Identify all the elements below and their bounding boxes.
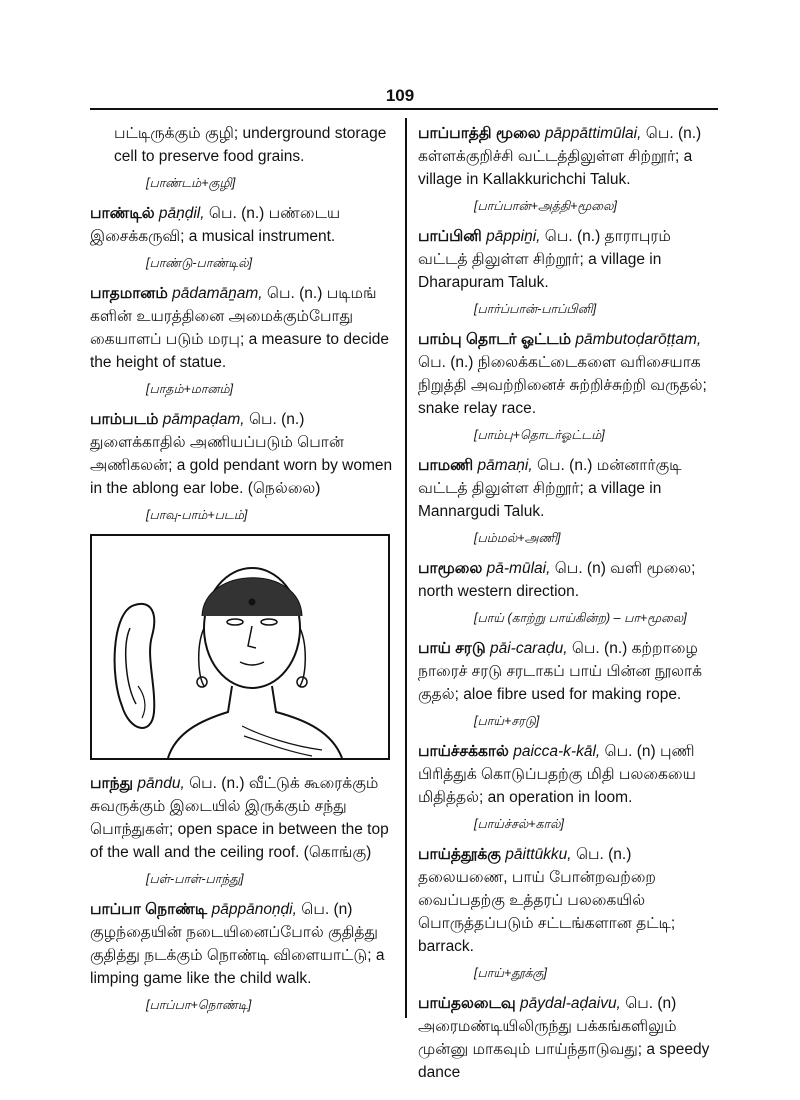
dictionary-entry <box>418 557 722 603</box>
woman-with-elongated-earlobe-illustration <box>92 536 388 758</box>
headword: பாப்பினி <box>418 228 482 245</box>
dictionary-entry <box>90 772 394 864</box>
transliteration: pāppāttimūlai, <box>544 125 642 142</box>
dictionary-entry <box>418 454 722 523</box>
etymology: [பாய்+சரடு] <box>474 714 540 728</box>
definition: பெ. (n) குழந்தையின் நடையினைப்போல் குதித்து குதித்து நடக்கும் நொண்டி விளையாட்டு; a limping game like the child walk. <box>90 901 385 987</box>
transliteration: pā-mūlai, <box>486 560 551 577</box>
etymology: [பள்-பாள்-பாந்து] <box>146 872 244 886</box>
etymology: [பாண்டம்+குழி] <box>146 176 236 190</box>
figure-illustration <box>90 534 390 760</box>
definition: பெ. (n.) பண்டைய இசைக்கருவி; a musical instrument. <box>90 205 341 245</box>
column-divider <box>405 118 407 1018</box>
transliteration: pāmbutoḍarōṭṭam, <box>575 331 702 348</box>
etymology: [பாய்ச்சல்+கால்] <box>474 817 564 831</box>
headword: பாம்படம் <box>90 411 159 428</box>
headword: பாண்டில் <box>90 205 155 222</box>
left-column <box>90 122 394 1024</box>
transliteration: paicca-k-kāl, <box>513 743 601 760</box>
dictionary-entry <box>90 898 394 990</box>
dictionary-entry <box>90 408 394 500</box>
transliteration: pāmpaḍam, <box>162 411 245 428</box>
page-number: 109 <box>385 86 415 105</box>
transliteration: pāppiṉi, <box>486 228 541 245</box>
headword: பாய்தலடைவு <box>418 995 516 1012</box>
definition: பெ. (n.) படிமங் களின் உயரத்தினை அமைக்கும்போது கையாளப் படும் மரபு; a measure to decide the height of statue. <box>90 285 390 371</box>
headword: பாமணி <box>418 457 474 474</box>
headword: பாப்பாத்தி மூலை <box>418 125 541 142</box>
headword: பாமூலை <box>418 560 483 577</box>
headword: பாப்பா நொண்டி <box>90 901 208 918</box>
headword: பாந்து <box>90 775 134 792</box>
transliteration: pāndu, <box>137 775 185 792</box>
etymology: [பாதம்+மானம்] <box>146 382 234 396</box>
headword: பாய்த்தூக்கு <box>418 846 501 863</box>
dictionary-entry <box>418 740 722 809</box>
header-rule <box>90 108 718 110</box>
etymology: [பாப்பான்+அத்தி+மூலை] <box>474 199 617 213</box>
dictionary-entry <box>418 843 722 958</box>
etymology: [பாய் (காற்று பாய்கின்ற) – பா+மூலை] <box>474 611 687 625</box>
etymology: [பாம்பு+தொடர்ஓட்டம்] <box>474 428 605 442</box>
transliteration: pādamāṉam, <box>172 285 263 302</box>
definition: பெ. (n.) கற்றாழை நாரைச் சரடு சரடாகப் பாய் பின்ன நூலாக் குதல்; aloe fibre used for making rope. <box>418 640 703 703</box>
headword: பாதமானம் <box>90 285 168 302</box>
dictionary-entry <box>418 328 722 420</box>
transliteration: pāṇḍil, <box>158 205 205 222</box>
headword: பாம்பு தொடர் ஓட்டம் <box>418 331 572 348</box>
definition: பெ. (n) வளி மூலை; north western direction. <box>418 560 696 600</box>
dictionary-entry <box>418 992 722 1084</box>
headword: பாய் சரடு <box>418 640 486 657</box>
transliteration: pāmaṇi, <box>477 457 533 474</box>
dictionary-entry <box>418 637 722 706</box>
definition: பெ. (n.) வீட்டுக் கூரைக்கும் சுவருக்கும் இடையில் இருக்கும் சந்து பொந்துகள்; open space in between the top of the wall and the ceiling roof. (கொங்கு) <box>90 775 389 861</box>
etymology: [பாப்பா+நொண்டி] <box>146 998 252 1012</box>
definition: பெ. (n) புணி பிரித்துக் கொடுப்பதற்கு மிதி பலகையை மிதித்தல்; an operation in loom. <box>418 743 696 806</box>
dictionary-entry <box>90 282 394 374</box>
dictionary-entry <box>418 122 722 191</box>
continuation-text: பட்டிருக்கும் குழி; underground storage cell to preserve food grains. <box>114 125 387 165</box>
dictionary-entry <box>418 225 722 294</box>
definition: பெ. (n) அரைமண்டியிலிருந்து பக்கங்களிலும் முன்னு மாகவும் பாய்ந்தாடுவது; a speedy dance <box>418 995 710 1081</box>
definition: பெ. (n.) தலையணை, பாய் போன்றவற்றை வைப்பதற்கு உத்தரப் பலகையில் பொருத்தப்படும் சட்டங்களான தட்டி; barrack. <box>418 846 676 955</box>
definition: பெ. (n.) தாராபுரம் வட்டத் திலுள்ள சிற்றூர்; a village in Dharapuram Taluk. <box>418 228 671 291</box>
headword: பாய்ச்சக்கால் <box>418 743 509 760</box>
definition: பெ. (n.) நிலைக்கட்டைகளை வரிசையாக நிறுத்தி அவற்றினைச் சுற்றிச்சுற்றி வருதல்; snake relay race. <box>418 354 707 417</box>
definition: பெ. (n.) துளைக்காதில் அணியப்படும் பொன் அணிகலன்; a gold pendant worn by women in the ablong ear lobe. (நெல்லை) <box>90 411 393 497</box>
definition: பெ. (n.) மன்னார்குடி வட்டத் திலுள்ள சிற்றூர்; a village in Mannargudi Taluk. <box>418 457 682 520</box>
etymology: [பம்மல்+அணி] <box>474 531 561 545</box>
etymology: [பார்ப்பான்-பாப்பினி] <box>474 302 597 316</box>
transliteration: pāittūkku, <box>505 846 572 863</box>
dictionary-entry <box>90 202 394 248</box>
etymology: [பாய்+தூக்கு] <box>474 966 547 980</box>
transliteration: pāydal-aḍaivu, <box>520 995 621 1012</box>
etymology: [பாவு-பாம்+படம்] <box>146 508 248 522</box>
transliteration: pāppānoṇḍi, <box>211 901 297 918</box>
right-column <box>418 122 722 1086</box>
transliteration: pāi-caraḍu, <box>489 640 568 657</box>
etymology: [பாண்டு-பாண்டில்] <box>146 256 253 270</box>
definition: பெ. (n.) கள்ளக்குறிச்சி வட்டத்திலுள்ள சிற்றூர்; a village in Kallakkurichchi Taluk. <box>418 125 702 188</box>
